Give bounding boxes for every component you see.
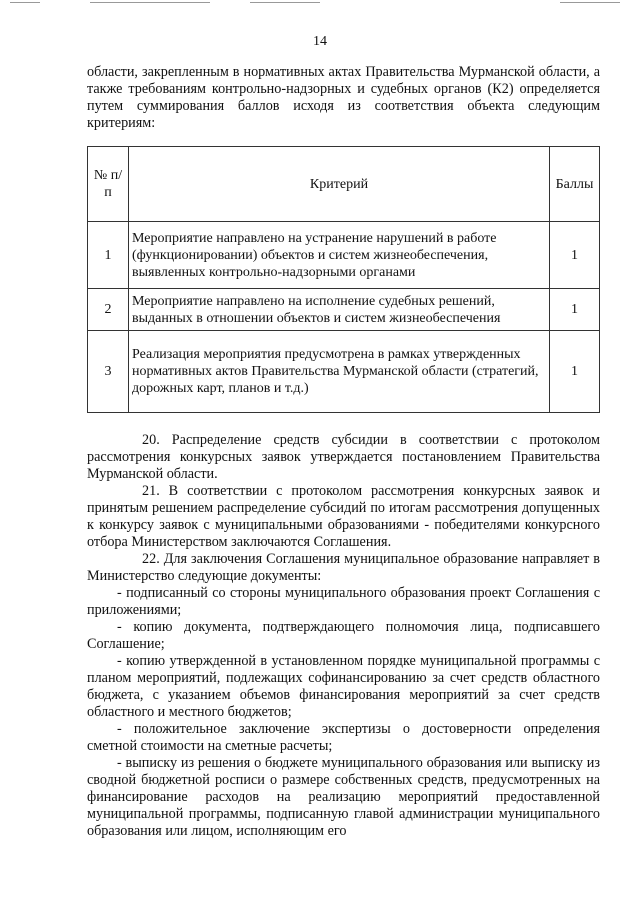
criteria-table [87,146,600,413]
row-num: 3 [88,331,129,413]
page-number: 14 [313,34,327,49]
row-criterion: Мероприятие направлено на исполнение судебных решений, выданных в отношении объектов и систем жизнеобеспечения [129,289,550,331]
paragraph-20: 20. Распределение средств субсидии в соответствии с протоколом рассмотрения конкурсных заявок утверждается постановлением Правительства Мурманской области. [87,432,600,482]
row-points: 1 [550,289,600,331]
list-item: - выписку из решения о бюджете муниципального образования или выписку из сводной бюджетной росписи о размере собственных средств, предусмотренных на финансирование расходов на реализацию мероприятий предоставленной муниципальной программы, подписанную главой администрации муниципального образования или лицом, исполняющим его [87,755,600,839]
header-num: № п/п [88,147,129,222]
row-num: 1 [88,222,129,289]
list-item: - копию документа, подтверждающего полномочия лица, подписавшего Соглашение; [87,619,600,652]
row-num: 2 [88,289,129,331]
table-row [88,331,600,413]
row-points: 1 [550,222,600,289]
list-item: - копию утвержденной в установленном порядке муниципальной программы с планом мероприятий, подлежащих софинансированию за счет средств областного бюджета, с указанием объемов финансирования мероприятий за счет средств областного и местного бюджетов; [87,653,600,720]
header-criterion: Критерий [129,147,550,222]
row-points: 1 [550,331,600,413]
header-points: Баллы [550,147,600,222]
scan-edge-marks [0,0,640,6]
paragraph-22: 22. Для заключения Соглашения муниципальное образование направляет в Министерство следующие документы: [87,551,600,584]
paragraph-21: 21. В соответствии с протоколом рассмотрения конкурсных заявок и принятым решением распределение субсидий по итогам рассмотрения допущенных к конкурсу заявок с муниципальными образованиями - победителями конкурсного отбора Министерством заключаются Соглашения. [87,483,600,550]
table-row [88,222,600,289]
row-criterion: Реализация мероприятия предусмотрена в рамках утвержденных нормативных актов Правительства Мурманской области (стратегий, дорожных карт, планов и т.д.) [129,331,550,413]
table-row [88,289,600,331]
intro-paragraph: области, закрепленным в нормативных актах Правительства Мурманской области, а также требованиям контрольно-надзорных и судебных органов (К2) определяется путем суммирования баллов исходя из соответствия объекта следующим критериям: [87,64,600,131]
document-body [87,64,600,840]
list-item: - положительное заключение экспертизы о достоверности определения сметной стоимости на сметные расчеты; [87,721,600,754]
table-header-row [88,147,600,222]
row-criterion: Мероприятие направлено на устранение нарушений в работе (функционировании) объектов и систем жизнеобеспечения, выявленных контрольно-надзорными органами [129,222,550,289]
list-item: - подписанный со стороны муниципального образования проект Соглашения с приложениями; [87,585,600,618]
